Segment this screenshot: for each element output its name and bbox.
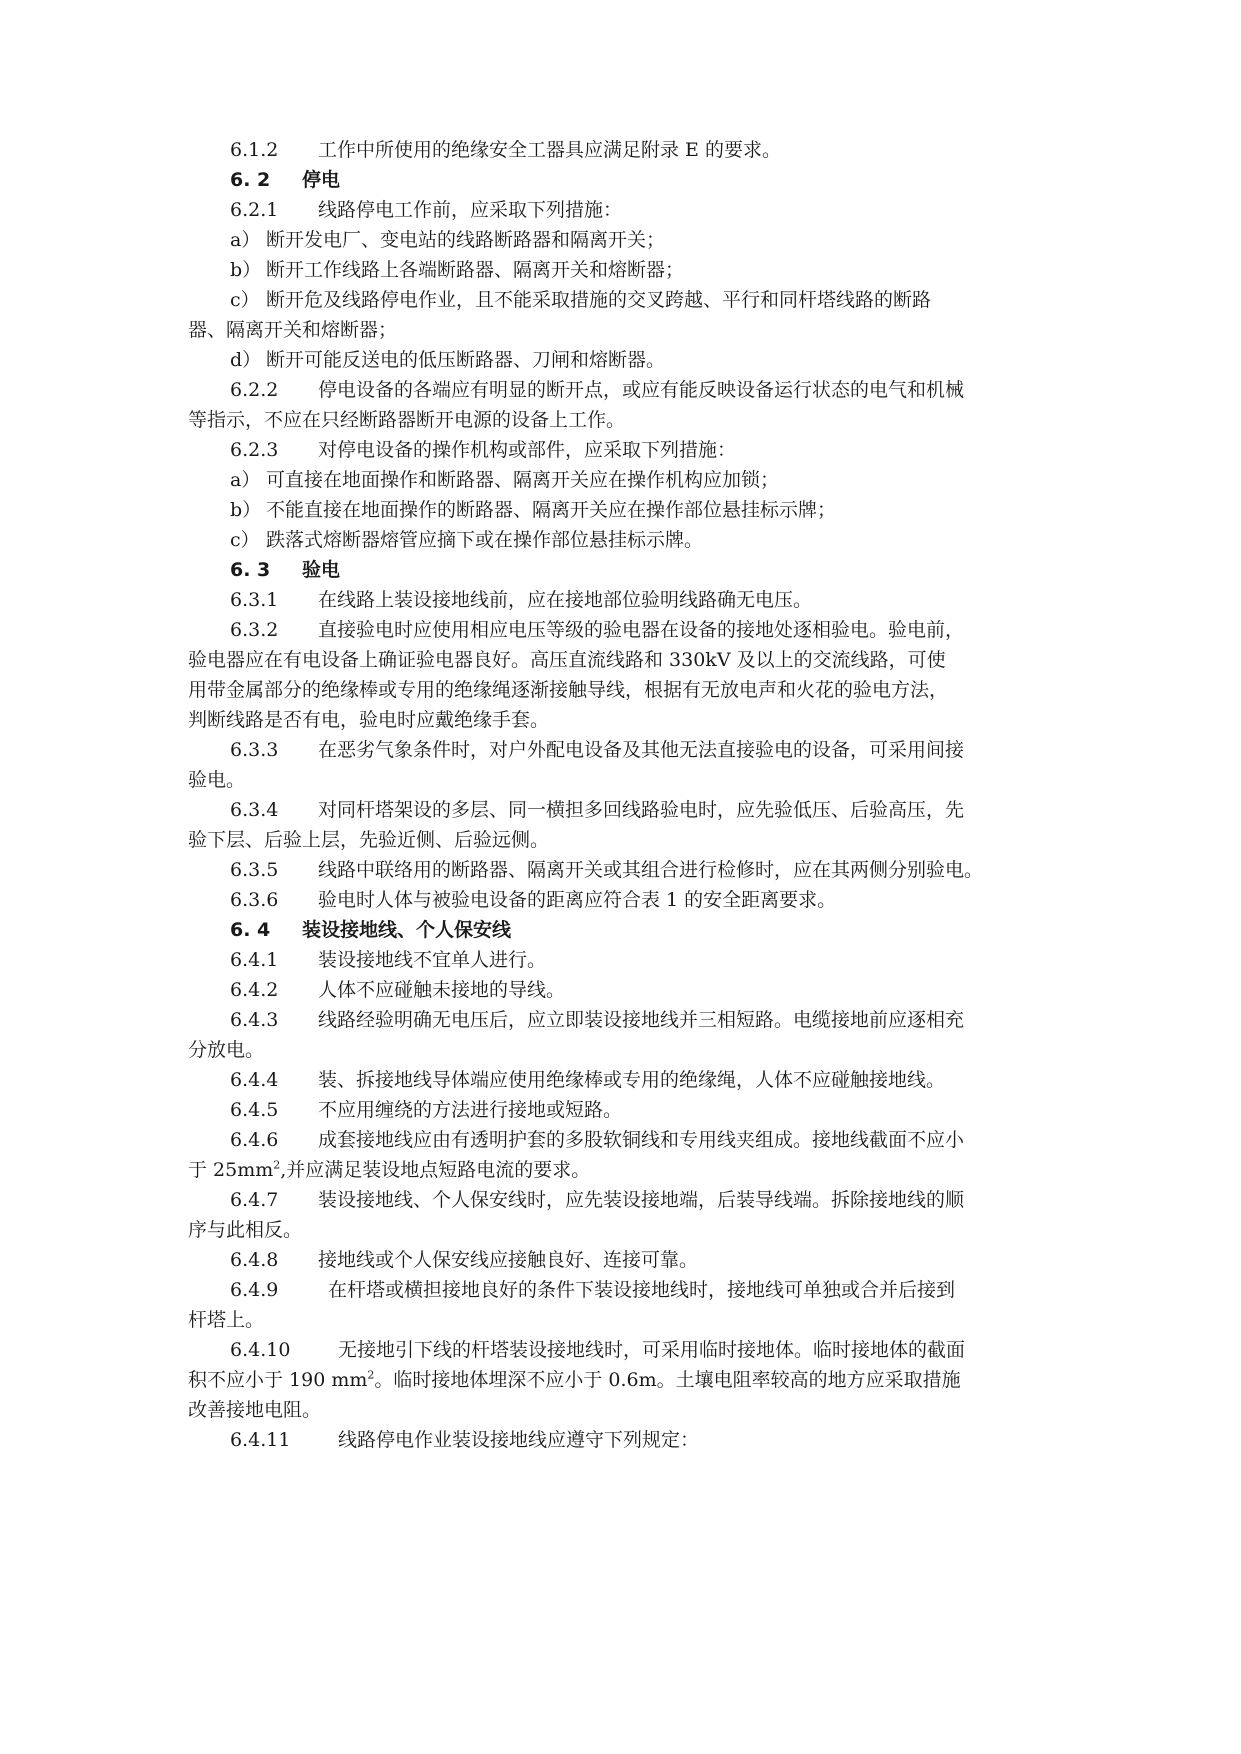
clause-6-4-11 [230, 1424, 699, 1456]
clause-number: 6.4.2 [230, 979, 279, 1001]
clause-6-2-2 [230, 374, 964, 406]
section-number: 6. 2 [230, 169, 271, 191]
clause-text: 验下层、后验上层，先验近侧、后验远侧。 [188, 829, 550, 851]
clause-6-3-1 [230, 584, 812, 616]
clause-6-4-7-continued [188, 1214, 302, 1246]
clause-text: 杆塔上。 [188, 1309, 265, 1331]
clause-number: 6.1.2 [230, 139, 279, 161]
list-text: 断开可能反送电的低压断路器、刀闸和熔断器。 [266, 349, 666, 371]
superscript: 2 [367, 1368, 375, 1382]
clause-6-3-2-continued [188, 644, 946, 676]
clause-text: ,并应满足装设地点短路电流的要求。 [280, 1159, 591, 1181]
clause-text: 接地线或个人保安线应接触良好、连接可靠。 [318, 1249, 699, 1271]
clause-6-4-10-continued [188, 1394, 321, 1426]
clause-text: 成套接地线应由有透明护套的多股软铜线和专用线夹组成。接地线截面不应小 [318, 1129, 965, 1151]
clause-text: 装设接地线不宜单人进行。 [318, 949, 547, 971]
list-item-a [230, 224, 665, 256]
list-item-b [230, 494, 836, 526]
list-text: 断开危及线路停电作业，且不能采取措施的交叉跨越、平行和同杆塔线路的断路 [266, 289, 932, 311]
clause-6-2-3 [230, 434, 736, 466]
clause-number: 6.4.11 [230, 1429, 291, 1451]
clause-text: 序与此相反。 [188, 1219, 303, 1241]
clause-number: 6.4.10 [230, 1339, 291, 1361]
clause-6-3-3 [230, 734, 964, 766]
clause-text: 线路停电作业装设接地线应遵守下列规定： [338, 1429, 700, 1451]
list-text: 不能直接在地面操作的断路器、隔离开关应在操作部位悬挂标示牌； [266, 499, 837, 521]
clause-number: 6.3.6 [230, 889, 279, 911]
clause-6-3-5 [230, 854, 983, 886]
clause-6-4-6-continued [188, 1154, 590, 1186]
clause-6-4-2 [230, 974, 565, 1006]
clause-6-4-8 [230, 1244, 698, 1276]
clause-text: 人体不应碰触未接地的导线。 [318, 979, 566, 1001]
clause-text: 不应用缠绕的方法进行接地或短路。 [318, 1099, 623, 1121]
clause-number: 6.4.7 [230, 1189, 279, 1211]
section-number: 6. 3 [230, 559, 271, 581]
list-marker: c） [230, 289, 260, 311]
clause-text: 工作中所使用的绝缘安全工器具应满足附录 E 的要求。 [318, 139, 781, 161]
clause-number: 6.2.2 [230, 379, 279, 401]
clause-6-4-9-continued [188, 1304, 264, 1336]
clause-6-4-4 [230, 1064, 945, 1096]
clause-text: 在线路上装设接地线前，应在接地部位验明线路确无电压。 [318, 589, 813, 611]
list-item-c [230, 524, 703, 556]
clause-text: 停电设备的各端应有明显的断开点，或应有能反映设备运行状态的电气和机械 [318, 379, 965, 401]
clause-text: 直接验电时应使用相应电压等级的验电器在设备的接地处逐相验电。验电前， [318, 619, 965, 641]
clause-6-3-4 [230, 794, 964, 826]
clause-number: 6.3.1 [230, 589, 279, 611]
clause-text: 验电时人体与被验电设备的距离应符合表 1 的安全距离要求。 [318, 889, 837, 911]
clause-number: 6.4.3 [230, 1009, 279, 1031]
list-text: 断开工作线路上各端断路器、隔离开关和熔断器； [266, 259, 685, 281]
clause-text: 积不应小于 190 mm [188, 1369, 368, 1391]
clause-6-4-10 [230, 1334, 965, 1366]
clause-number: 6.4.1 [230, 949, 279, 971]
clause-6-3-6 [230, 884, 836, 916]
list-marker: a） [230, 229, 261, 251]
superscript: 2 [273, 1158, 281, 1172]
list-text: 跌落式熔断器熔管应摘下或在操作部位悬挂标示牌。 [266, 529, 704, 551]
clause-number: 6.4.9 [230, 1279, 279, 1301]
clause-text: 装设接地线、个人保安线时，应先装设接地端，后装导线端。拆除接地线的顺 [318, 1189, 965, 1211]
clause-6-3-3-continued [188, 764, 245, 796]
clause-number: 6.3.4 [230, 799, 279, 821]
clause-6-4-5 [230, 1094, 622, 1126]
clause-text: 。临时接地体埋深不应小于 0.6m。土壤电阻率较高的地方应采取措施 [374, 1369, 961, 1391]
clause-6-3-2 [230, 614, 964, 646]
section-number: 6. 4 [230, 919, 271, 941]
clause-number: 6.4.8 [230, 1249, 279, 1271]
list-marker: b） [230, 259, 262, 281]
clause-number: 6.4.4 [230, 1069, 279, 1091]
list-item-c-continued [188, 314, 397, 346]
clause-text: 分放电。 [188, 1039, 265, 1061]
clause-number: 6.4.6 [230, 1129, 279, 1151]
clause-text: 线路停电工作前，应采取下列措施： [318, 199, 623, 221]
clause-6-4-7 [230, 1184, 964, 1216]
list-item-d [230, 344, 665, 376]
section-heading-6-3 [230, 554, 340, 586]
clause-text: 对同杆塔架设的多层、同一横担多回线路验电时，应先验低压、后验高压，先 [318, 799, 965, 821]
clause-text: 在恶劣气象条件时，对户外配电设备及其他无法直接验电的设备，可采用间接 [318, 739, 965, 761]
list-marker: b） [230, 499, 262, 521]
clause-text: 在杆塔或横担接地良好的条件下装设接地线时，接地线可单独或合并后接到 [328, 1279, 956, 1301]
clause-6-2-1 [230, 194, 622, 226]
clause-text: 无接地引下线的杆塔装设接地线时，可采用临时接地体。临时接地体的截面 [338, 1339, 966, 1361]
clause-6-4-3-continued [188, 1034, 264, 1066]
clause-text: 对停电设备的操作机构或部件，应采取下列措施： [318, 439, 737, 461]
list-text: 可直接在地面操作和断路器、隔离开关应在操作机构应加锁； [266, 469, 780, 491]
clause-6-3-2-continued [188, 674, 948, 706]
clause-text: 判断线路是否有电，验电时应戴绝缘手套。 [188, 709, 550, 731]
section-heading-6-2 [230, 164, 340, 196]
clause-6-2-2-continued [188, 404, 625, 436]
clause-6-1-2 [230, 134, 781, 166]
list-text: 器、隔离开关和熔断器； [188, 319, 398, 341]
clause-6-4-9 [230, 1274, 955, 1306]
clause-6-3-4-continued [188, 824, 549, 856]
section-title: 验电 [302, 559, 341, 581]
clause-6-4-3 [230, 1004, 964, 1036]
clause-number: 6.2.1 [230, 199, 279, 221]
clause-6-4-6 [230, 1124, 964, 1156]
list-item-b [230, 254, 684, 286]
list-text: 断开发电厂、变电站的线路断路器和隔离开关； [266, 229, 666, 251]
section-heading-6-4 [230, 914, 511, 946]
clause-text: 线路经验明确无电压后，应立即装设接地线并三相短路。电缆接地前应逐相充 [318, 1009, 965, 1031]
list-item-c [230, 284, 931, 316]
list-item-a [230, 464, 779, 496]
clause-number: 6.3.2 [230, 619, 279, 641]
clause-number: 6.3.3 [230, 739, 279, 761]
clause-text: 验电器应在有电设备上确证验电器良好。高压直流线路和 330kV 及以上的交流线路，可使 [188, 649, 946, 671]
clause-6-4-10-continued [188, 1364, 961, 1396]
clause-text: 线路中联络用的断路器、隔离开关或其组合进行检修时，应在其两侧分别验电。 [318, 859, 984, 881]
clause-text: 改善接地电阻。 [188, 1399, 322, 1421]
clause-text: 装、拆接地线导体端应使用绝缘棒或专用的绝缘绳，人体不应碰触接地线。 [318, 1069, 946, 1091]
clause-number: 6.4.5 [230, 1099, 279, 1121]
clause-text: 等指示，不应在只经断路器断开电源的设备上工作。 [188, 409, 626, 431]
section-title: 装设接地线、个人保安线 [302, 919, 512, 941]
clause-text: 验电。 [188, 769, 246, 791]
section-title: 停电 [302, 169, 341, 191]
clause-text: 用带金属部分的绝缘棒或专用的绝缘绳逐渐接触导线，根据有无放电声和火花的验电方法， [188, 679, 949, 701]
clause-6-4-1 [230, 944, 546, 976]
list-marker: a） [230, 469, 261, 491]
clause-number: 6.2.3 [230, 439, 279, 461]
clause-number: 6.3.5 [230, 859, 279, 881]
list-marker: c） [230, 529, 260, 551]
clause-text: 于 25mm [188, 1159, 274, 1181]
clause-6-3-2-continued [188, 704, 549, 736]
list-marker: d） [230, 349, 262, 371]
